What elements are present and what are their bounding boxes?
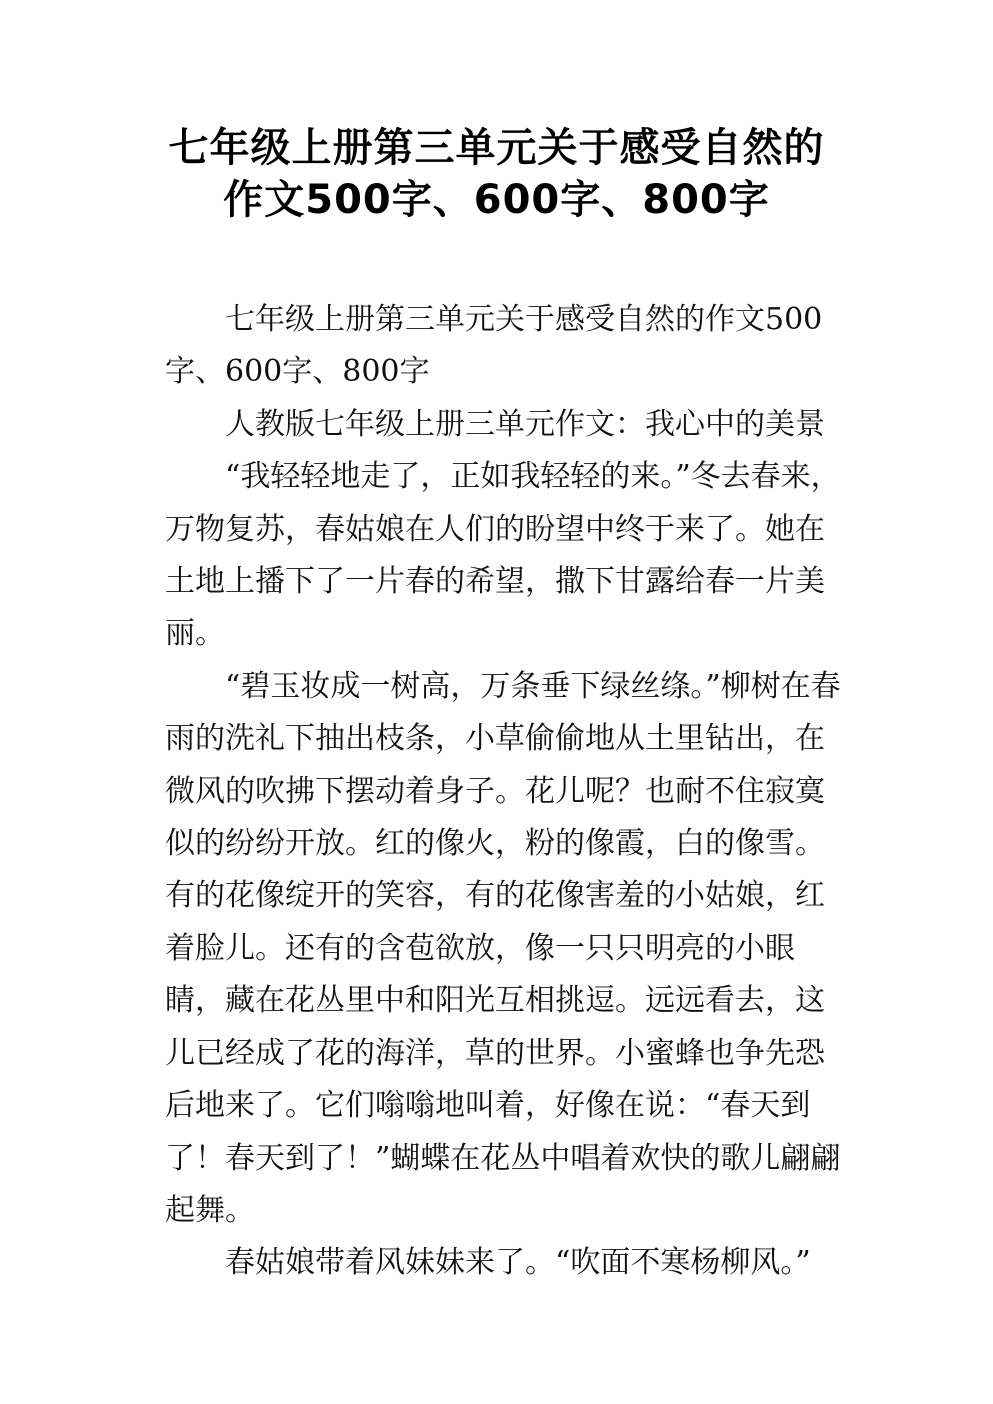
paragraph-spring-arrives: “我轻轻地走了，正如我轻轻的来。”冬去春来，万物复苏，春姑娘在人们的盼望中终于来了。她在土地上播下了一片春的希望，撒下甘露给春一片美丽。 [165,459,841,652]
paragraph-wind: 春姑娘带着风妹妹来了。“吹面不寒杨柳风。” [225,1245,811,1281]
paragraph-willow-flowers: “碧玉妆成一树高，万条垂下绿丝绦。”柳树在春雨的洗礼下抽出枝条，小草偷偷地从土里钻出，在微风的吹拂下摆动着身子。花儿呢？也耐不住寂寞似的纷纷开放。红的像火，粉的像霞，白的像雪。有的花像绽开的笑容，有的花像害羞的小姑娘，红着脸儿。还有的含苞欲放，像一只只明亮的小眼睛，藏在花丛里中和阳光互相挑逗。远远看去，这儿已经成了花的海洋，草的世界。小蜜蜂也争先恐后地来了。它们嗡嗡地叫着，好像在说：“春天到了！春天到了！”蝴蝶在花丛中唱着欢快的歌儿翩翩起舞。 [165,668,841,1228]
document-title-line-2: 作文500字、600字、800字 [223,177,770,223]
document-body [165,294,845,1290]
paragraph-heading: 人教版七年级上册三单元作文：我心中的美景 [225,406,825,442]
paragraph-intro: 七年级上册第三单元关于感受自然的作文500字、600字、800字 [165,302,823,390]
document-title-line-1: 七年级上册第三单元关于感受自然的 [168,125,825,171]
